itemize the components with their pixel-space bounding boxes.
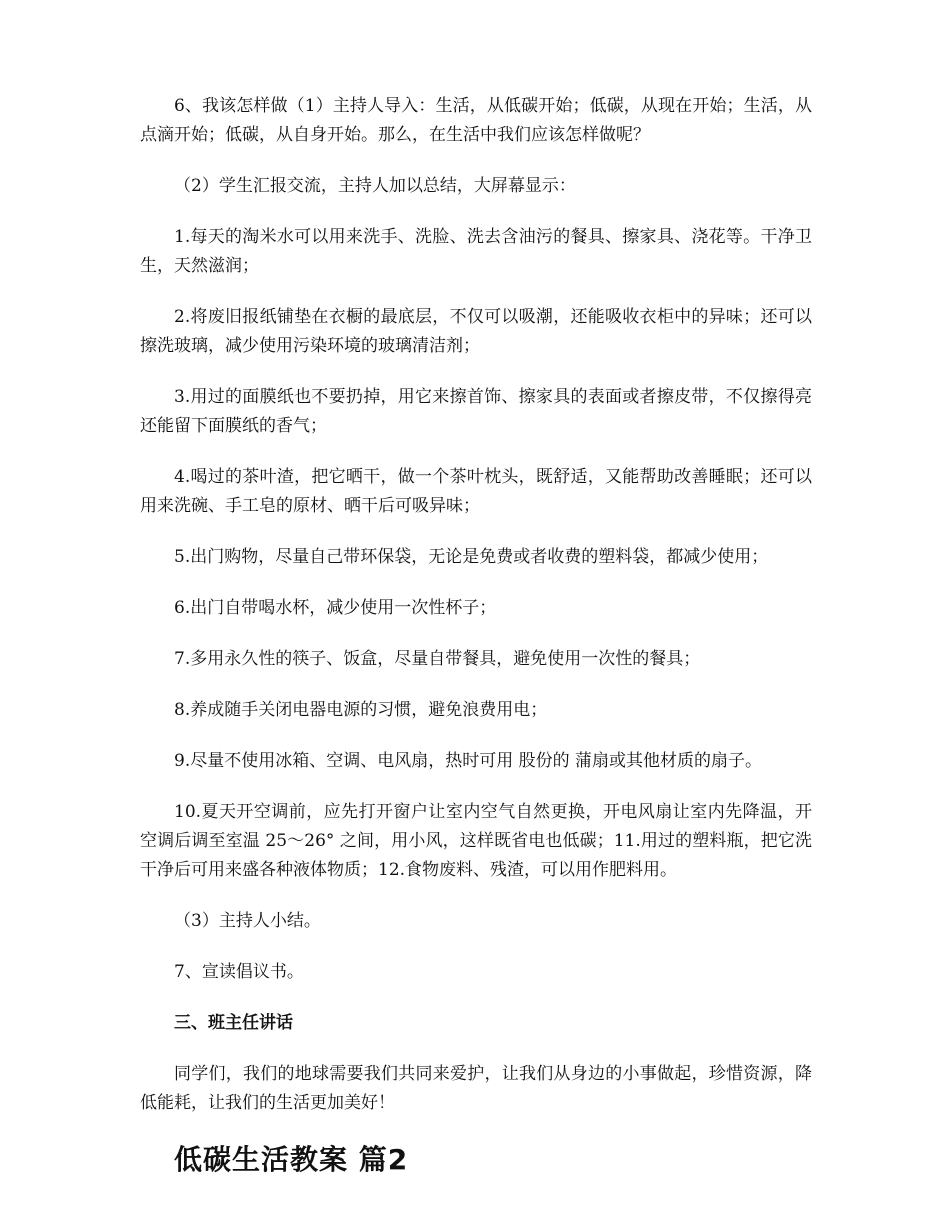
section-heading-teacher-speech: 三、班主任讲话 [174, 1013, 293, 1033]
list-item-facial-mask: 3.用过的面膜纸也不要扔掉，用它来擦首饰、擦家具的表面或者擦皮带，不仅擦得亮还能留下面膜纸的香气； [140, 387, 812, 436]
document-page [140, 92, 812, 1180]
list-item-water-cup: 6.出门自带喝水杯，减少使用一次性杯子； [174, 598, 497, 618]
paragraph-closing: 同学们，我们的地球需要我们共同来爱护，让我们从身边的小事做起，珍惜资源，降低能耗，让我们的生活更加美好！ [140, 1064, 812, 1113]
list-item-rice-water: 1.每天的淘米水可以用来洗手、洗脸、洗去含油污的餐具、擦家具、浇花等。干净卫生，天然滋润； [140, 227, 812, 276]
next-section-title: 低碳生活教案 篇2 [174, 1143, 409, 1176]
list-item-tea-leaves: 4.喝过的茶叶渣，把它晒干，做一个茶叶枕头，既舒适，又能帮助改善睡眠；还可以用来洗碗、手工皂的原材、晒干后可吸异味； [140, 467, 812, 516]
paragraph-how-to-do: 6、我该怎样做（1）主持人导入：生活，从低碳开始；低碳，从现在开始；生活，从点滴开始；低碳，从自身开始。那么，在生活中我们应该怎样做呢？ [140, 96, 812, 145]
list-item-air-conditioning: 10.夏天开空调前，应先打开窗户让室内空气自然更换，开电风扇让室内先降温，开空调后调至室温 25～26° 之间，用小风，这样既省电也低碳；11.用过的塑料瓶，把它洗干净后可用来盛各种液体物质；12.食物废料、残渣，可以用作肥料用。 [140, 802, 812, 880]
paragraph-host-summary: （3）主持人小结。 [174, 911, 321, 931]
list-item-chopsticks: 7.多用永久性的筷子、饭盒，尽量自带餐具，避免使用一次性的餐具； [174, 649, 701, 669]
list-item-power-off: 8.养成随手关闭电器电源的习惯，避免浪费用电； [174, 700, 548, 720]
list-item-newspaper: 2.将废旧报纸铺垫在衣橱的最底层，不仅可以吸潮，还能吸收衣柜中的异味；还可以擦洗玻璃，减少使用污染环境的玻璃清洁剂； [140, 307, 812, 356]
list-item-shopping-bag: 5.出门购物，尽量自己带环保袋，无论是免费或者收费的塑料袋，都减少使用； [174, 547, 769, 567]
paragraph-proposal: 7、宣读倡议书。 [174, 962, 304, 982]
paragraph-student-report: （2）学生汇报交流，主持人加以总结，大屏幕显示： [174, 176, 576, 196]
list-item-fan: 9.尽量不使用冰箱、空调、电风扇，热时可用 股份的 蒲扇或其他材质的扇子。 [174, 751, 763, 771]
